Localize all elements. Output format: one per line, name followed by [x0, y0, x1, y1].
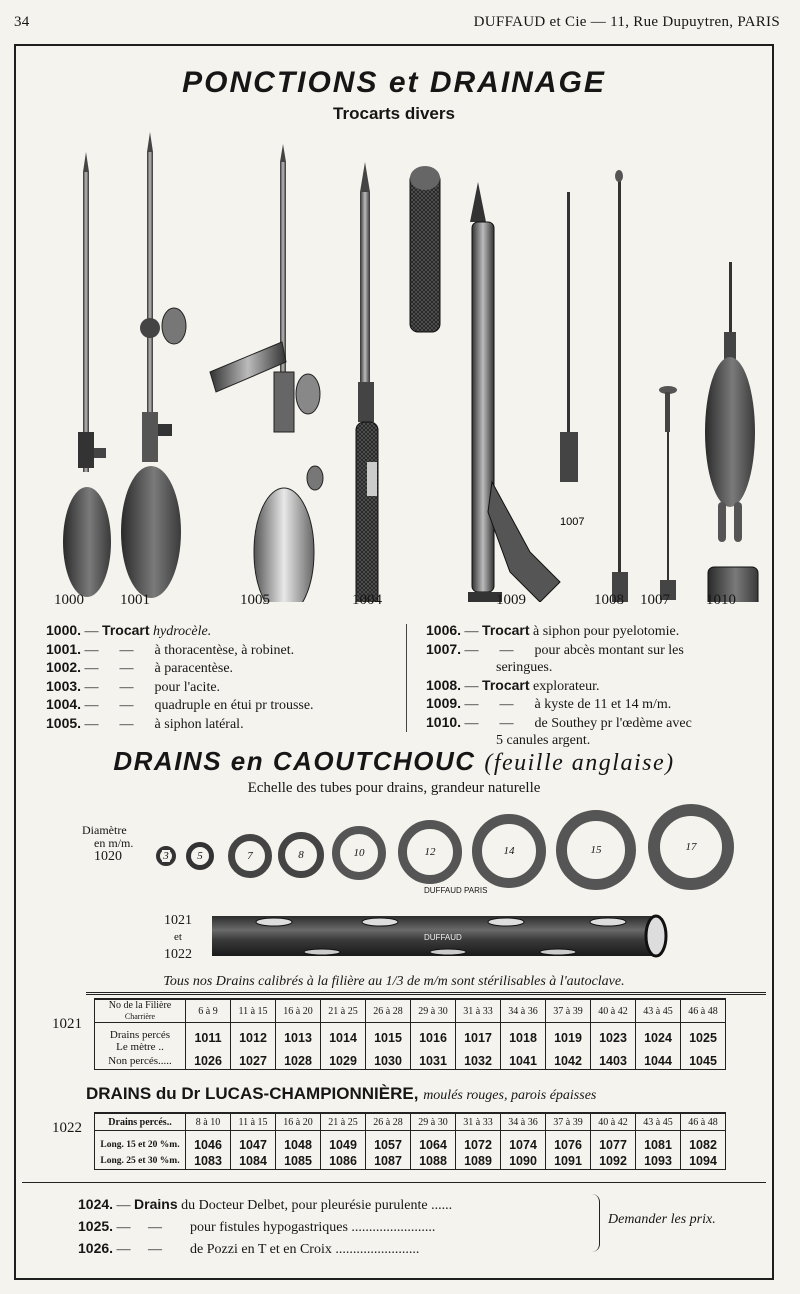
- table-cell: 1092: [591, 1153, 636, 1170]
- size-cell: 26 à 28: [366, 999, 411, 1023]
- size-cell: 16 à 20: [276, 1113, 321, 1131]
- price-note: Demander les prix.: [608, 1212, 716, 1227]
- table-cell: 1093: [636, 1153, 681, 1170]
- table-cell: 1064: [411, 1131, 456, 1154]
- size-cell: 11 à 15: [231, 1113, 276, 1131]
- size-cell: 16 à 20: [276, 999, 321, 1023]
- fig-label: 1000: [54, 592, 84, 608]
- drain-ring-14: 14: [472, 814, 546, 888]
- drain-tube-figure: [212, 912, 668, 960]
- spec-item: 1000. — Trocart hydrocèle.: [46, 622, 212, 639]
- table-1022: [94, 1112, 726, 1170]
- spec-item: 1001. — — à thoracentèse, à robinet.: [46, 640, 295, 658]
- table-header-row: [95, 999, 726, 1023]
- size-cell: 31 à 33: [456, 999, 501, 1023]
- table-cell: 1018: [501, 1023, 546, 1054]
- table-cell: 1041: [501, 1053, 546, 1070]
- drain-ring-3: 3: [156, 846, 176, 866]
- fig-label: 1005: [240, 592, 270, 608]
- trocar-1000-figure: [63, 152, 111, 597]
- table-cell: 1046: [186, 1131, 231, 1154]
- size-cell: 40 à 42: [591, 1113, 636, 1131]
- trocar-1010-figure: [705, 262, 758, 602]
- fig-label: 1009: [496, 592, 526, 608]
- size-cell: 34 à 36: [501, 1113, 546, 1131]
- table-cell: 1047: [231, 1131, 276, 1154]
- table-1021: [94, 998, 726, 1070]
- table-cell: 1012: [231, 1023, 276, 1054]
- page-number: 34: [14, 14, 30, 30]
- spec-item: seringues.: [496, 660, 553, 675]
- row-label: Non percés.....: [95, 1053, 186, 1070]
- table-cell: 1028: [276, 1053, 321, 1070]
- table-cell: 1403: [591, 1053, 636, 1070]
- drain-ring-8: 8: [278, 832, 324, 878]
- drain-ring-17: 17: [648, 804, 734, 890]
- spec-item: 1002. — — à paracentèse.: [46, 659, 234, 676]
- table-cell: 1089: [456, 1153, 501, 1170]
- drain-ring-5: 5: [186, 842, 214, 870]
- spec-item: 1005. — — à siphon latéral.: [46, 714, 244, 732]
- table-cell: 1024: [636, 1023, 681, 1054]
- list-item: 1024. — Drains du Docteur Delbet, pour pleurésie purulente ......: [78, 1196, 453, 1213]
- table-row: [95, 1023, 726, 1054]
- table-cell: 1044: [636, 1053, 681, 1070]
- bottom-rule: [22, 1182, 766, 1183]
- sterile-note: Tous nos Drains calibrés à la filière au 1/3 de m/m sont stérilisables à l'autoclave.: [163, 974, 625, 989]
- size-cell: 46 à 48: [681, 999, 726, 1023]
- size-cell: 43 à 45: [636, 1113, 681, 1131]
- spec-item: 1007. — — pour abcès montant sur les: [426, 640, 684, 658]
- bottom-item-list: [78, 1194, 452, 1260]
- size-cell: 11 à 15: [231, 999, 276, 1023]
- trocar-1007bis-figure: [560, 192, 584, 528]
- table-cell: 1085: [276, 1153, 321, 1170]
- table-cell: 1088: [411, 1153, 456, 1170]
- table-cell: 1026: [186, 1053, 231, 1070]
- table-cell: 1083: [186, 1153, 231, 1170]
- fig-label: 1001: [120, 592, 150, 608]
- table-cell: 1077: [591, 1131, 636, 1154]
- size-cell: 21 à 25: [321, 1113, 366, 1131]
- section-title: PONCTIONS et DRAINAGE: [182, 66, 606, 99]
- size-cell: 43 à 45: [636, 999, 681, 1023]
- table-row: [95, 1153, 726, 1170]
- table-cell: 1057: [366, 1131, 411, 1154]
- table-cell: 1049: [321, 1131, 366, 1154]
- trocar-1001-figure: [121, 132, 186, 598]
- section-subtitle: Trocarts divers: [333, 104, 455, 123]
- row-label: Long. 15 et 20 %m.: [95, 1131, 186, 1154]
- table-cell: 1048: [276, 1131, 321, 1154]
- trocar-illustration: [30, 132, 760, 602]
- table-cell: 1029: [321, 1053, 366, 1070]
- table-cell: 1027: [231, 1053, 276, 1070]
- table-cell: 1032: [456, 1053, 501, 1070]
- table1-label: 1021: [52, 1016, 82, 1032]
- list-item: 1026. — — de Pozzi en T et en Croix ........................: [78, 1240, 420, 1257]
- table-cell: 1015: [366, 1023, 411, 1054]
- size-cell: 8 à 10: [186, 1113, 231, 1131]
- drain-ring-7: 7: [228, 834, 272, 878]
- table-cell: 1082: [681, 1131, 726, 1154]
- drain-tube-label: 1021 et 1022: [164, 913, 192, 962]
- size-cell: 40 à 42: [591, 999, 636, 1023]
- table-cell: 1014: [321, 1023, 366, 1054]
- table-cell: 1013: [276, 1023, 321, 1054]
- table-header-label: Drains percés..: [95, 1113, 186, 1131]
- size-cell: 37 à 39: [546, 1113, 591, 1131]
- table-cell: 1086: [321, 1153, 366, 1170]
- table-row: [95, 1131, 726, 1154]
- table-header-label: No de la Filière Charrière: [95, 999, 186, 1023]
- table-cell: 1030: [366, 1053, 411, 1070]
- size-cell: 31 à 33: [456, 1113, 501, 1131]
- table-cell: 1081: [636, 1131, 681, 1154]
- table-cell: 1045: [681, 1053, 726, 1070]
- table-cell: 1087: [366, 1153, 411, 1170]
- drain-ring-10: 10: [332, 826, 386, 880]
- column-divider: [406, 624, 407, 732]
- drain-ring-15: 15: [556, 810, 636, 890]
- brace-mark: [591, 1194, 600, 1252]
- table-cell: 1011: [186, 1023, 231, 1054]
- spec-list-right: [426, 622, 692, 750]
- fig-label: 1010: [706, 592, 736, 608]
- size-cell: 46 à 48: [681, 1113, 726, 1131]
- firm-address: DUFFAUD et Cie — 11, Rue Dupuytren, PARIS: [473, 14, 780, 30]
- size-cell: 26 à 28: [366, 1113, 411, 1131]
- spec-list-left: [46, 622, 314, 733]
- table-cell: 1016: [411, 1023, 456, 1054]
- table-cell: 1031: [411, 1053, 456, 1070]
- table2-label: 1022: [52, 1120, 82, 1136]
- table-cell: 1091: [546, 1153, 591, 1170]
- trocar-1005-figure: [210, 144, 323, 602]
- size-cell: 29 à 30: [411, 999, 456, 1023]
- size-cell: 34 à 36: [501, 999, 546, 1023]
- table-cell: 1017: [456, 1023, 501, 1054]
- drain-stamp: DUFFAUD: [424, 933, 462, 942]
- table-cell: 1090: [501, 1153, 546, 1170]
- drains-title: DRAINS en CAOUTCHOUC (feuille anglaise): [113, 746, 675, 776]
- table-cell: 1072: [456, 1131, 501, 1154]
- svg-text:1007: 1007: [560, 516, 585, 528]
- trocar-1009-figure: [468, 182, 560, 602]
- table-cell: 1084: [231, 1153, 276, 1170]
- table-cell: 1025: [681, 1023, 726, 1054]
- list-item: 1025. — — pour fistules hypogastriques ........................: [78, 1218, 436, 1235]
- catalog-frame: [14, 44, 774, 1280]
- size-cell: 29 à 30: [411, 1113, 456, 1131]
- trocar-1004-figure: [356, 162, 440, 602]
- table-cell: 1023: [591, 1023, 636, 1054]
- spec-item: 1009. — — à kyste de 11 et 14 m/m.: [426, 695, 672, 712]
- table-cell: 1019: [546, 1023, 591, 1054]
- spec-item: 1004. — — quadruple en étui pr trousse.: [46, 696, 314, 713]
- fig-label: 1008: [594, 592, 624, 608]
- fig-label: 1004: [352, 592, 382, 608]
- lucas-title: DRAINS du Dr LUCAS-CHAMPIONNIÈRE, moulés rouges, parois épaisses: [86, 1084, 597, 1103]
- table-rule: [86, 992, 766, 995]
- size-cell: 6 à 9: [186, 999, 231, 1023]
- scale-note: Echelle des tubes pour drains, grandeur naturelle: [247, 780, 541, 796]
- table-row: [95, 1053, 726, 1070]
- page-header: [14, 14, 780, 36]
- spec-item: 1008. — Trocart explorateur.: [426, 676, 600, 694]
- fig-label: 1007: [640, 592, 670, 608]
- drain-ring-12: 12: [398, 820, 462, 884]
- row-label: Drains percés Le mètre ..: [95, 1023, 186, 1054]
- spec-item: 1010. — — de Southey pr l'œdème avec: [426, 713, 692, 731]
- size-cell: 37 à 39: [546, 999, 591, 1023]
- table-header-row: [95, 1113, 726, 1131]
- diameter-label: Diamètre en m/m. 1020: [82, 823, 134, 864]
- table-cell: 1074: [501, 1131, 546, 1154]
- trocar-1008-figure: [612, 170, 628, 602]
- size-cell: 21 à 25: [321, 999, 366, 1023]
- table-cell: 1094: [681, 1153, 726, 1170]
- spec-item: 5 canules argent.: [496, 733, 591, 748]
- table-cell: 1076: [546, 1131, 591, 1154]
- trocar-1007-figure: [659, 386, 677, 600]
- table-cell: 1042: [546, 1053, 591, 1070]
- spec-item: 1006. — Trocart à siphon pour pyelotomie.: [426, 622, 680, 639]
- ring-maker-mark: DUFFAUD PARIS: [424, 886, 488, 895]
- spec-item: 1003. — — pour l'acite.: [46, 677, 221, 695]
- row-label: Long. 25 et 30 %m.: [95, 1153, 186, 1170]
